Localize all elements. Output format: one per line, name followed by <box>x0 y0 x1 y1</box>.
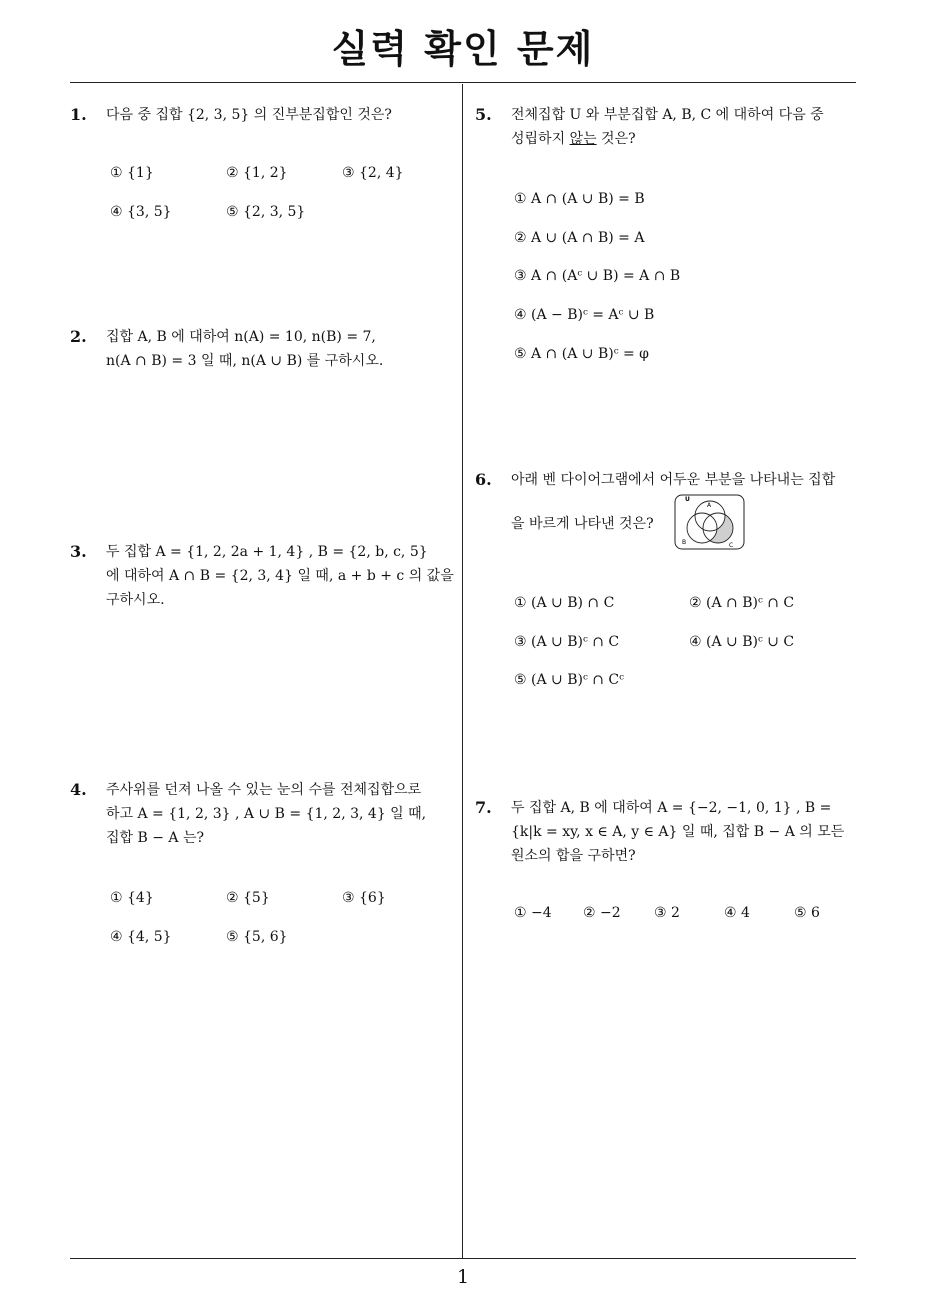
answer-option[interactable]: ⑤ 6 <box>794 905 820 921</box>
answer-option[interactable]: ② −2 <box>583 905 621 921</box>
question-7 <box>475 796 860 868</box>
venn-label-u: U <box>685 496 690 503</box>
answer-option[interactable]: ② {5} <box>226 890 270 906</box>
answer-option[interactable]: ③ (A ∪ B)ᶜ ∩ C <box>514 634 620 650</box>
question-text: 다음 중 집합 {2, 3, 5} 의 진부분집합인 것은? <box>106 107 392 123</box>
answer-option[interactable]: ⑤ {5, 6} <box>226 929 288 945</box>
question-text-line: 구하시오. <box>106 592 165 608</box>
venn-label-c: C <box>729 542 734 549</box>
answer-option[interactable]: ⑤ (A ∪ B)ᶜ ∩ Cᶜ <box>514 672 624 688</box>
question-number: 3. <box>70 542 87 561</box>
venn-diagram <box>674 492 746 552</box>
answer-option[interactable]: ⑤ {2, 3, 5} <box>226 204 306 220</box>
answer-option[interactable]: ① {4} <box>110 890 154 906</box>
question-text-line: n(A ∩ B) = 3 일 때, n(A ∪ B) 를 구하시오. <box>106 353 384 369</box>
question-3 <box>70 540 460 612</box>
answer-option[interactable]: ① A ∩ (A ∪ B) = B <box>514 191 645 207</box>
question-text-line: 아래 벤 다이어그램에서 어두운 부분을 나타내는 집합 <box>511 472 836 488</box>
venn-label-a: A <box>707 502 712 509</box>
column-divider <box>462 84 463 1258</box>
question-text-line: 을 바르게 나타낸 것은? <box>511 516 654 532</box>
question-text-line: 두 집합 A, B 에 대하여 A = {−2, −1, 0, 1} , B = <box>511 800 832 816</box>
question-number: 7. <box>475 798 492 817</box>
answer-option[interactable]: ① {1} <box>110 165 154 181</box>
question-number: 1. <box>70 105 87 124</box>
question-text-line: 원소의 합을 구하면? <box>511 848 636 864</box>
answer-option[interactable]: ② A ∪ (A ∩ B) = A <box>514 230 645 246</box>
answer-option[interactable]: ④ 4 <box>724 905 750 921</box>
answer-option[interactable]: ③ {6} <box>342 890 386 906</box>
question-1 <box>70 103 455 127</box>
answer-option[interactable]: ① (A ∪ B) ∩ C <box>514 595 615 611</box>
answer-option[interactable]: ① −4 <box>514 905 552 921</box>
question-number: 4. <box>70 780 87 799</box>
question-number: 6. <box>475 470 492 489</box>
question-text-line: 에 대하여 A ∩ B = {2, 3, 4} 일 때, a + b + c 의 값을 <box>106 568 454 584</box>
venn-label-b: B <box>682 539 687 546</box>
answer-option[interactable]: ② {1, 2} <box>226 165 288 181</box>
question-text-line: 성립하지 않는 것은? <box>511 131 636 147</box>
question-5 <box>475 103 860 151</box>
answer-option[interactable]: ④ (A ∪ B)ᶜ ∪ C <box>689 634 795 650</box>
page-number: 1 <box>456 1266 470 1288</box>
question-text-line: 하고 A = {1, 2, 3} , A ∪ B = {1, 2, 3, 4} 일 때, <box>106 806 427 822</box>
question-text-line: {k|k = xy, x ∈ A, y ∈ A} 일 때, 집합 B − A 의 모든 <box>511 824 845 840</box>
question-text-line: 주사위를 던져 나올 수 있는 눈의 수를 전체집합으로 <box>106 782 422 798</box>
question-number: 5. <box>475 105 492 124</box>
answer-option[interactable]: ④ {3, 5} <box>110 204 172 220</box>
question-2 <box>70 325 455 373</box>
top-rule <box>70 82 856 83</box>
answer-option[interactable]: ④ (A − B)ᶜ = Aᶜ ∪ B <box>514 307 655 323</box>
answer-option[interactable]: ② (A ∩ B)ᶜ ∩ C <box>689 595 795 611</box>
answer-option[interactable]: ③ {2, 4} <box>342 165 404 181</box>
page-title: 실력 확인 문제 <box>331 27 595 71</box>
question-number: 2. <box>70 327 87 346</box>
question-text-line: 집합 A, B 에 대하여 n(A) = 10, n(B) = 7, <box>106 329 376 345</box>
question-text-line: 전체집합 U 와 부분집합 A, B, C 에 대하여 다음 중 <box>511 107 824 123</box>
question-6 <box>475 468 860 536</box>
underlined-word: 않는 <box>569 131 597 147</box>
question-4 <box>70 778 460 850</box>
question-text-line: 집합 B − A 는? <box>106 830 205 846</box>
bottom-rule <box>70 1258 856 1259</box>
answer-option[interactable]: ③ A ∩ (Aᶜ ∪ B) = A ∩ B <box>514 268 681 284</box>
question-text-line: 두 집합 A = {1, 2, 2a + 1, 4} , B = {2, b, c, 5} <box>106 544 428 560</box>
answer-option[interactable]: ③ 2 <box>654 905 680 921</box>
answer-option[interactable]: ⑤ A ∩ (A ∪ B)ᶜ = φ <box>514 346 649 362</box>
answer-option[interactable]: ④ {4, 5} <box>110 929 172 945</box>
